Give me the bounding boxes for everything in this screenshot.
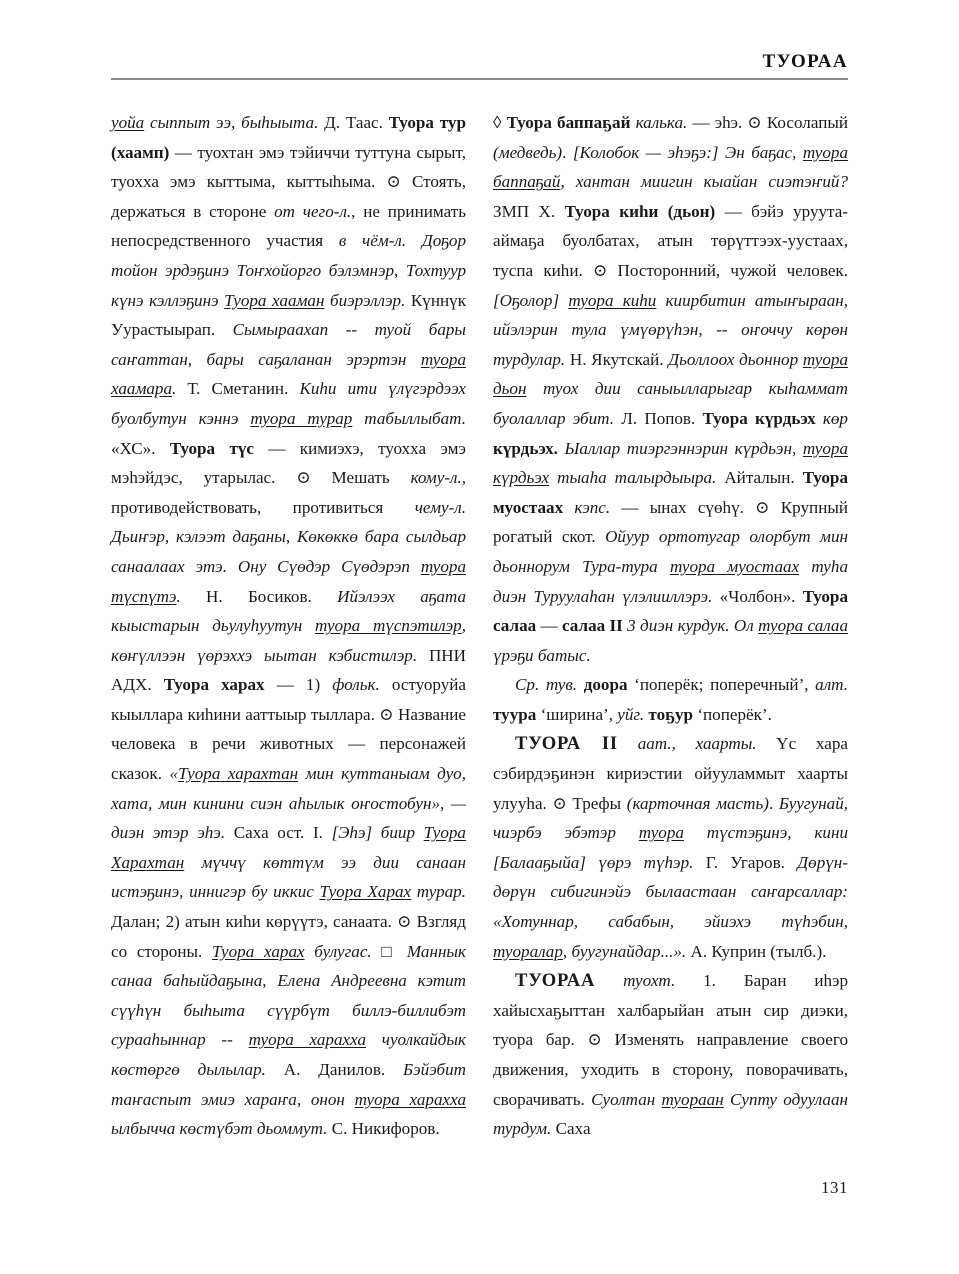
text-run: туһа диэн Туруулаһан үлэлииллэрэ. — [493, 556, 848, 606]
text-run: Ср. тув. — [515, 675, 578, 695]
cited-form: туора күрдьэх — [493, 438, 848, 488]
text-run: Саха ост. I. — [225, 823, 332, 843]
column-right — [493, 108, 848, 1168]
text-run: ЗМП Х. — [493, 201, 565, 221]
text-run: Ыаллар тиэргэннэрин күрдьэн, — [564, 438, 803, 458]
text-run: Айталын. — [716, 468, 803, 488]
text-run: от чего-л. — [274, 201, 352, 221]
sub-headword: Туора күрдьэх — [702, 408, 816, 428]
text-run: , буугунайдар...». — [562, 941, 687, 961]
sense-mark-icon: □ — [381, 941, 398, 961]
text-run: Косолапый — [761, 113, 848, 132]
text-run: С. Никифоров. — [327, 1119, 440, 1139]
text-run: Суолтан — [591, 1089, 662, 1109]
text-run: , не принимать непосредственного участия — [111, 201, 466, 251]
text-run: алт. — [815, 675, 848, 695]
text-run: Киһи ити үлүгэрдээх буолбутун кэннэ — [111, 379, 466, 428]
text-run: көр — [815, 408, 848, 428]
text-run: Күннүк Уурастыырап. — [111, 290, 467, 340]
text-run: Т. Сметанин. — [176, 379, 300, 399]
text-run: — ынах сүөһү. — [610, 497, 756, 517]
text-run — [595, 971, 623, 990]
cited-form: Туора Харахтан — [111, 823, 466, 872]
cited-form: туора киһи — [568, 290, 657, 310]
text-run: Супту одуулаан турдум. — [493, 1089, 848, 1139]
running-head — [111, 50, 848, 84]
cited-form: уойа — [111, 113, 145, 132]
text-run: Трефы — [566, 793, 627, 813]
text-run: чему-л. — [414, 497, 466, 517]
cited-form: туора баппаҕай — [493, 142, 849, 192]
sub-headword: туура — [493, 704, 537, 724]
text-run: 1. Баран иһэр хайысхаҕыттан халбарыйан атын сир диэки, туора бар. — [493, 971, 848, 1050]
text-run: мүччү көттүм ээ дии санаан истэҕинэ, иннигэр бу иккис — [111, 852, 466, 902]
text-run: диэн этэр эһэ. — [111, 823, 226, 843]
sense-mark-icon: ⊙ — [379, 704, 394, 724]
text-run: 3 диэн курдук. — [622, 616, 734, 636]
text-run: Г. Угаров. — [693, 852, 798, 872]
cited-form: туоралар — [493, 941, 563, 961]
text-run: Дьиҥэр, кэлээт даҕаны, Көкөккө бара сылдьар санаалаах этэ. Ону Сүөдэр Сүөдэрэп — [111, 527, 466, 576]
entry-headword: ТУОРАА — [515, 970, 596, 992]
entry-headword: ТУОРА II — [515, 733, 618, 755]
text-run: , хантан миигин кыайан сиэтэҥий? — [560, 172, 848, 192]
sense-mark-icon: ⊙ — [397, 912, 412, 932]
text-run: (карточная масть) — [626, 793, 769, 813]
text-run: Далан; 2) атын киһи көрүүтэ, санаата. — [111, 912, 398, 932]
text-run: тыаһа талырдыыра. — [549, 468, 717, 488]
text-columns — [111, 108, 848, 1168]
cited-form: туора хаамара — [111, 349, 466, 399]
sub-headword: күрдьэх. — [493, 438, 558, 458]
sub-headword: Туора муостаах — [493, 468, 848, 517]
text-run — [577, 675, 584, 694]
text-run: уйг. — [617, 704, 645, 724]
text-run: турар. — [411, 882, 467, 902]
text-run: в чём-л. — [338, 231, 407, 251]
text-run: үрэҕи батыс. — [493, 645, 591, 665]
dictionary-paragraph — [493, 966, 848, 1144]
text-run: — эһэ. — [687, 113, 748, 132]
sub-headword: доора — [583, 675, 628, 695]
dictionary-paragraph — [111, 108, 466, 1144]
dictionary-paragraph — [493, 670, 848, 729]
sense-mark-icon: ◊ — [493, 113, 502, 132]
text-run: Н. Якутскай. — [565, 349, 669, 369]
cited-form: туора харахха — [248, 1030, 367, 1050]
text-run: — кимиэхэ, туохха эмэ мэһэйдэс, утарылас. — [111, 438, 466, 488]
cited-form: туора харахха — [354, 1089, 466, 1109]
text-run: ‘ширина’, — [536, 704, 618, 724]
text-run: Взгляд со стороны. — [111, 912, 466, 961]
text-run: . — [768, 793, 779, 813]
text-run: — бэйэ уруута-аймаҕа буолбатах, атын төрүттээх-уустаах, туспа киһи. — [493, 201, 848, 280]
text-run: « — [169, 764, 179, 784]
text-run: Стоять, держаться в стороне — [111, 172, 466, 221]
text-run: туохт. — [623, 971, 676, 991]
text-run — [372, 942, 382, 961]
text-run: [Эһэ] биир — [331, 823, 424, 843]
sense-mark-icon: ⊙ — [755, 497, 770, 517]
text-run: Посторонний, чужой человек. — [607, 260, 848, 280]
text-run: Ийэлээх аҕата кыыстарын дьулуһуутун — [111, 586, 466, 636]
cited-form: Туора харахтан — [178, 764, 299, 784]
text-run: Саха — [551, 1119, 591, 1139]
cited-form: туора муостаах — [669, 556, 800, 576]
cited-form: Туора хааман — [224, 290, 325, 310]
sub-headword: тоҕур — [648, 704, 694, 724]
text-run — [618, 734, 638, 753]
text-run: Название человека в речи животных — персонажей сказок. — [111, 704, 467, 784]
text-run: кому-л. — [410, 468, 462, 488]
text-run: кэпс. — [563, 497, 611, 517]
text-run: Буугунай, чиэрбэ эбэтэр — [493, 793, 849, 843]
sub-headword: салаа II — [561, 616, 623, 636]
page-number: 131 — [821, 1178, 848, 1197]
sub-headword: Туора тур (хаамп) — [111, 113, 466, 162]
sense-mark-icon: ⊙ — [296, 468, 311, 488]
text-run: калька. — [630, 113, 688, 132]
sense-mark-icon: ⊙ — [587, 1030, 602, 1050]
text-run: Сымыраахап -- туой бары саҥаттан, бары саҕаланан эрэртэн — [111, 320, 466, 369]
text-run — [558, 439, 565, 458]
text-run: , көҥүллээн үөрэххэ ыытан кэбистилэр. — [111, 616, 466, 665]
text-run: Дьоллоох дьоннор — [668, 349, 803, 369]
cited-form: туора дьон — [493, 349, 848, 399]
sub-headword: Туора баппаҕай — [506, 113, 631, 132]
text-run: — — [536, 616, 562, 636]
cited-form: туора түспүтэ — [111, 556, 466, 606]
text-run: Д. Таас. — [318, 113, 389, 132]
text-run: ылбычча көстүбэт дьоммут. — [111, 1119, 328, 1139]
sense-mark-icon: ⊙ — [552, 793, 567, 813]
cited-form: туораан — [661, 1089, 724, 1109]
text-run: Дөрүн-дөрүн сибигинэйэ былаастаан саҥарсаллар: «Хотуннар, сабабын, эйиэхэ түһэбин, — [493, 852, 848, 932]
text-run: табыллыбат. — [352, 408, 466, 428]
header-rule — [111, 78, 848, 80]
text-run: , противодействовать, противиться — [111, 468, 466, 517]
text-run: түстэҕинэ, кини [Балааҕыйа] үөрэ түһэр. — [493, 823, 848, 872]
text-run: ‘поперёк’. — [693, 704, 772, 724]
text-run: Мешать — [310, 468, 411, 488]
text-run: булугас. — [304, 941, 372, 961]
text-run: [Колобок — эһэҕэ:] Эн баҕас, — [572, 142, 803, 162]
text-run: А. Данилов. — [265, 1060, 404, 1079]
text-run: А. Куприн (тылб.). — [686, 941, 827, 961]
running-head-title: ТУОРАА — [762, 51, 848, 72]
text-run: ‘поперёк; поперечный’, — [627, 675, 816, 695]
text-run: остуоруйа кыыллара киһини ааттыыр тыллара. — [111, 675, 466, 724]
text-run: Крупный рогатый скот. — [493, 497, 848, 547]
text-run: Н. Босиков. — [180, 586, 338, 606]
text-run: биэрэллэр. — [324, 290, 406, 310]
text-run: . — [176, 586, 181, 606]
sub-headword: Туора киһи (дьон) — [564, 201, 716, 221]
text-run — [406, 231, 422, 250]
text-run: — 1) — [264, 675, 333, 695]
sub-headword: Туора салаа — [493, 586, 848, 636]
cited-form: туора түспэтилэр — [315, 616, 462, 636]
cited-form: туора салаа — [758, 616, 849, 636]
text-run: Доҕор тойон эрдэҕинэ Тоҥхойорго бэлэмнэр, Тохтуур күнэ кэллэҕинэ — [111, 231, 466, 310]
sense-mark-icon: ⊙ — [592, 260, 608, 280]
sense-mark-icon: ⊙ — [386, 172, 401, 192]
text-run: . — [562, 142, 573, 162]
cited-form: Туора харах — [211, 941, 305, 961]
sub-headword: Туора харах — [163, 675, 265, 695]
text-run: мин куттаныам дуо, хата, мин кинини сиэн аһылык оҥостобун», — — [111, 764, 466, 813]
text-run: «Чолбон». — [712, 586, 803, 606]
cited-form: туора — [638, 823, 684, 843]
text-run: Ойуур ортотугар олорбут мин дьоннорум Тура-тура — [493, 527, 848, 576]
text-run: Маннык санаа баһыйдаҕына, Елена Андреевна кэтит сүүһүн быһыта сүүрбүт биллэ-биллибэт сурааһыннар -- — [111, 941, 466, 1050]
text-run: чуолкайдык көстөргө дылылар. — [111, 1030, 466, 1079]
text-run: киирбитин атыҥыраан, ийэлэрин тула үмүөрүһэн, -- оҥоччу көрөн турдулар. — [493, 290, 848, 369]
text-run: ПНИ АДХ. — [111, 645, 466, 695]
cited-form: Туора Харах — [319, 882, 412, 902]
text-run: (медведь) — [493, 142, 563, 162]
text-run: — туохтан эмэ тэйиччи туттуна сырыт, туохха эмэ кыттыма, кыттыһыма. — [111, 142, 466, 192]
text-run: [Оҕолор] — [493, 290, 569, 310]
dictionary-paragraph — [493, 729, 848, 966]
text-run: . — [172, 379, 177, 399]
sub-headword: Туора түс — [169, 438, 254, 458]
column-left — [111, 108, 466, 1168]
text-run: Л. Попов. — [614, 408, 703, 428]
text-run: Ол — [733, 616, 759, 636]
text-run: Изменять направление своего движения, уходить в сторону, поворачивать, сворачивать. — [493, 1030, 848, 1109]
text-run: сыппыт ээ, быһыыта. — [144, 113, 319, 132]
cited-form: туора турар — [250, 408, 353, 428]
text-run: «ХС». — [111, 438, 170, 458]
text-run: Үс хара сэбирдэҕинэн кириэстии ойууламмыт хаарты улууһа. — [493, 734, 848, 813]
dictionary-paragraph — [493, 108, 848, 670]
text-run: туох дии саныылларыгар кыһаммат буолаллар эбит. — [493, 379, 848, 428]
text-run: Бэйэбит таҥаспыт эмиэ хараҥа, онон — [111, 1060, 467, 1109]
sense-mark-icon: ⊙ — [747, 113, 762, 132]
text-run: фольк. — [332, 675, 380, 695]
text-run: аат., хаарты. — [637, 734, 757, 754]
